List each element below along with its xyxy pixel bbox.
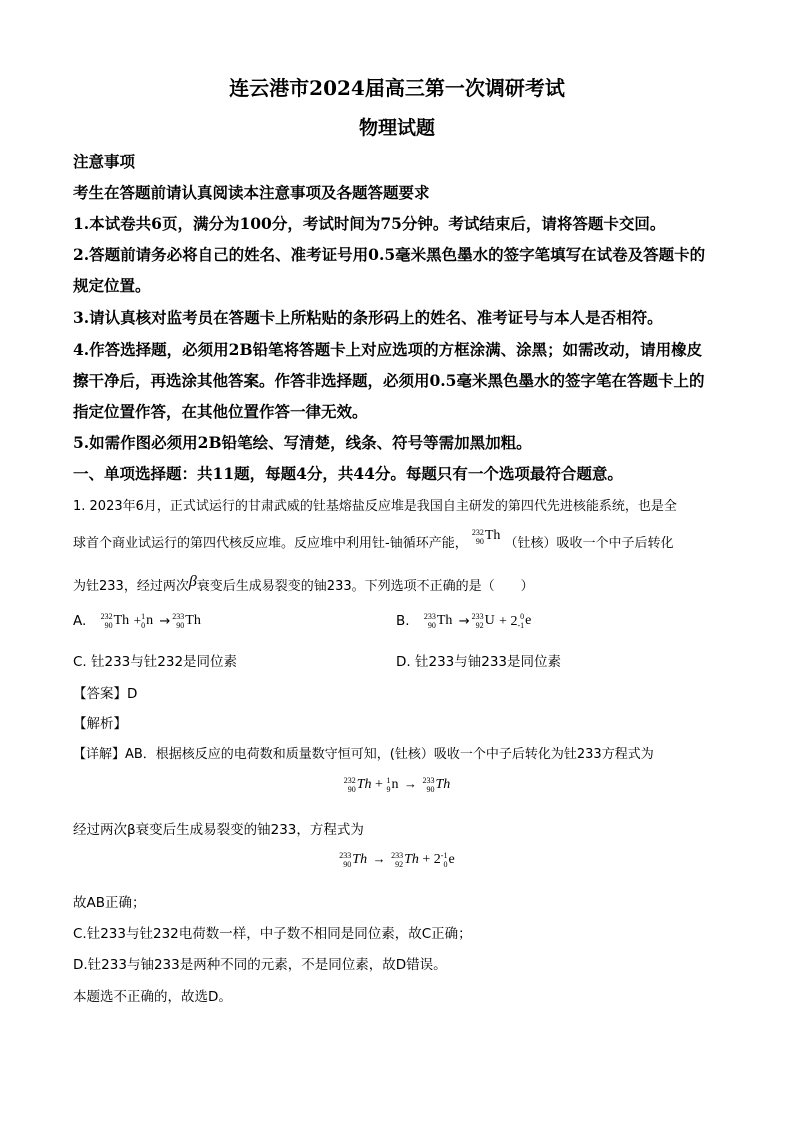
option-a-label: A.: [73, 613, 87, 629]
option-c: C. 钍233与钍232是同位素: [73, 654, 238, 670]
question-1-line-2-post: （钍核）吸收一个中子后转化: [504, 536, 674, 551]
detail-line: 【详解】AB．根据核反应的电荷数和质量数守恒可知，(钍核）吸收一个中子后转化为钍233方程式为: [73, 747, 654, 762]
reaction-arrow: →: [159, 614, 171, 629]
question-1-line-3-post: 衰变后生成易裂变的铀233。下列选项不正确的是（ ）: [196, 579, 534, 594]
conclusion-line-3: D.钍233与铀233是两种不同的元素，不是同位素，故D错误。: [73, 957, 447, 973]
option-a-neutron: 1 0 n: [141, 612, 154, 630]
option-a-thorium-232: 232 90 Th: [100, 612, 130, 630]
reaction-arrow: →: [372, 851, 386, 867]
plus-sign: +: [375, 777, 383, 793]
conclusion-line-4: 本题选不正确的，故选D。: [73, 989, 232, 1005]
electron-coefficient: + 2: [499, 614, 518, 629]
notice-item-4-line-3: 指定位置作答，在其他位置作答一律无效。: [73, 402, 368, 421]
option-b-thorium-233: 233 90 Th: [423, 612, 453, 630]
option-a: [73, 612, 201, 630]
question-1-line-2: [73, 527, 674, 553]
conclusion-line-1: 故AB正确；: [73, 895, 146, 911]
equation-2: [0, 851, 794, 869]
question-1-line-2-pre: 球首个商业试运行的第四代核反应堆。反应堆中利用钍-铀循环产能，: [73, 536, 468, 551]
analysis-label: 【解析】: [73, 716, 127, 732]
option-b-uranium-233: 233 92 U: [471, 612, 495, 630]
exam-title: 连云港市2024届高三第一次调研考试: [229, 76, 565, 100]
eq2-thorium-233: 233 90 Th: [339, 851, 368, 869]
beta-symbol: β: [188, 573, 197, 590]
section-heading: 一、单项选择题：共11题，每题4分，共44分。每题只有一个选项最符合题意。: [73, 464, 623, 483]
eq1-thorium-233: 233 90 Th: [422, 776, 451, 794]
question-1-line-3-pre: 为钍233，经过两次: [73, 579, 189, 594]
notice-item-4-line-1: 4.作答选择题，必须用2B铅笔将答题卡上对应选项的方框涂满、涂黑；如需改动，请用橡皮: [73, 340, 703, 359]
conclusion-line-2: C.钍233与钍232电荷数一样，中子数不相同是同位素，故C正确；: [73, 926, 472, 942]
option-a-thorium-233: 233 90 Th: [172, 612, 201, 630]
notice-item-2-line-1: 2.答题前请务必将自己的姓名、准考证号用0.5毫米黑色墨水的签字笔填写在试卷及答题卡的: [73, 245, 706, 264]
question-1-line-3: [73, 575, 534, 595]
notice-item-1: 1.本试卷共6页，满分为100分，考试时间为75分钟。考试结束后，请将答题卡交回。: [73, 214, 666, 233]
notice-item-5: 5.如需作图必须用2B铅笔绘、写清楚，线条、符号等需加黑加粗。: [73, 433, 532, 452]
notice-item-4-line-2: 擦干净后，再选涂其他答案。作答非选择题，必须用0.5毫米黑色墨水的签字笔在答题卡上的: [73, 371, 705, 390]
eq1-thorium-232: 232 90 Th: [343, 776, 372, 794]
option-b-electron: 0 -1 e: [517, 612, 532, 630]
reaction-arrow: →: [403, 776, 417, 792]
question-1-line-1: 1. 2023年6月，正式试运行的甘肃武威的钍基熔盐反应堆是我国自主研发的第四代先进核能系统，也是全: [73, 499, 677, 514]
eq2-uranium-233: 233 92 Th: [391, 851, 419, 869]
thorium-232-symbol: 232 90 Th: [471, 527, 501, 546]
notice-heading: 注意事项: [73, 152, 136, 171]
option-b: [396, 612, 531, 630]
plus-sign: +: [133, 613, 142, 628]
notice-item-2-line-2: 规定位置。: [73, 276, 151, 295]
exam-subtitle: 物理试题: [358, 117, 435, 139]
notice-item-3: 3.请认真核对监考员在答题卡上所粘贴的条形码上的姓名、准考证号与本人是否相符。: [73, 308, 663, 327]
reaction-arrow: →: [458, 614, 470, 629]
equation-1: [0, 776, 794, 794]
eq2-electron: -1 0 e: [440, 851, 455, 869]
beta-decay-line: 经过两次β衰变后生成易裂变的铀233，方程式为: [73, 822, 364, 838]
notice-intro: 考生在答题前请认真阅读本注意事项及各题答题要求: [73, 183, 430, 202]
eq1-neutron: 1 9 n: [386, 776, 399, 794]
answer-label: 【答案】D: [73, 686, 138, 702]
option-d: D. 钍233与铀233是同位素: [396, 654, 562, 670]
electron-coefficient: + 2: [422, 852, 441, 868]
option-b-label: B.: [396, 613, 410, 629]
